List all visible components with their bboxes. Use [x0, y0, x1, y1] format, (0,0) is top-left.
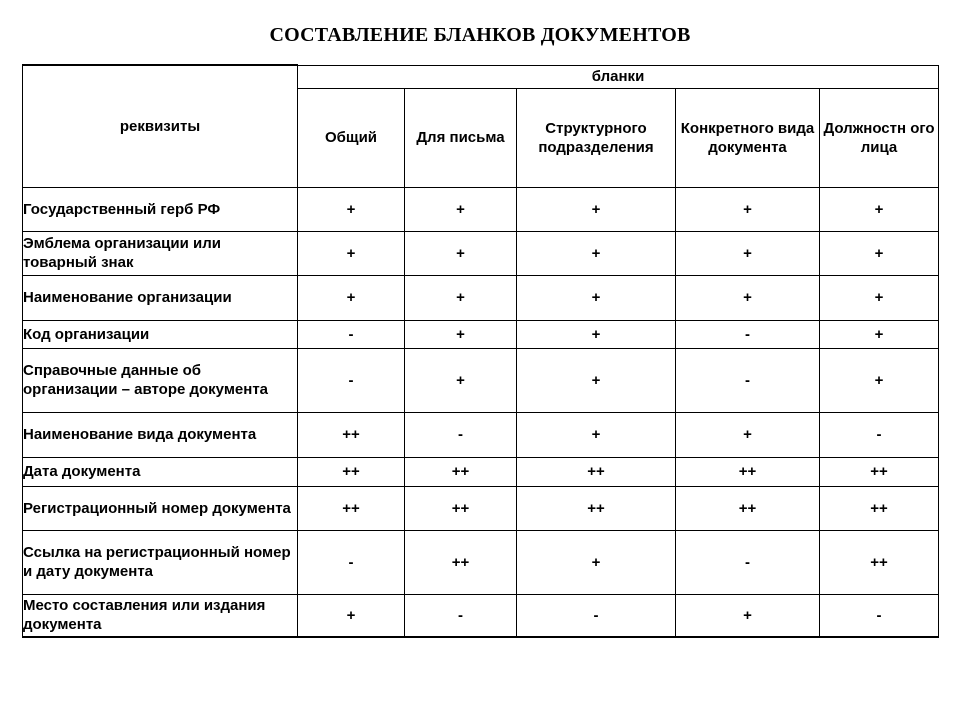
cell-value: +	[820, 348, 939, 412]
cell-value: -	[517, 594, 676, 637]
cell-value: ++	[298, 412, 405, 457]
cell-value: -	[298, 320, 405, 348]
cell-value: -	[820, 594, 939, 637]
cell-value: -	[676, 320, 820, 348]
table-row	[23, 275, 939, 320]
cell-value: +	[820, 231, 939, 275]
cell-value: +	[405, 348, 517, 412]
row-label: Ссылка на регистрационный номер и дату документа	[23, 530, 298, 594]
column-header-general: Общий	[298, 88, 405, 187]
row-label: Наименование вида документа	[23, 412, 298, 457]
column-group-header-blanks: бланки	[298, 65, 939, 88]
cell-value: ++	[820, 457, 939, 486]
row-label: Государственный герб РФ	[23, 187, 298, 231]
cell-value: +	[820, 187, 939, 231]
row-label: Эмблема организации или товарный знак	[23, 231, 298, 275]
table-row	[23, 530, 939, 594]
cell-value: +	[405, 231, 517, 275]
column-header-for-letter: Для письма	[405, 88, 517, 187]
table-row	[23, 187, 939, 231]
cell-value: +	[405, 187, 517, 231]
cell-value: +	[676, 412, 820, 457]
cell-value: ++	[298, 457, 405, 486]
table-row	[23, 412, 939, 457]
row-label: Регистрационный номер документа	[23, 486, 298, 530]
cell-value: ++	[405, 530, 517, 594]
cell-value: +	[517, 231, 676, 275]
cell-value: -	[405, 412, 517, 457]
cell-value: -	[676, 348, 820, 412]
cell-value: +	[820, 320, 939, 348]
table-row	[23, 594, 939, 637]
row-label: Место составления или издания документа	[23, 594, 298, 637]
cell-value: -	[298, 348, 405, 412]
cell-value: +	[298, 594, 405, 637]
cell-value: +	[517, 275, 676, 320]
cell-value: +	[676, 275, 820, 320]
cell-value: ++	[676, 486, 820, 530]
cell-value: -	[820, 412, 939, 457]
cell-value: +	[405, 320, 517, 348]
table-row	[23, 320, 939, 348]
table-row	[23, 231, 939, 275]
column-header-official: Должностн ого лица	[820, 88, 939, 187]
cell-value: ++	[405, 457, 517, 486]
page-title: СОСТАВЛЕНИЕ БЛАНКОВ ДОКУМЕНТОВ	[269, 24, 691, 46]
cell-value: ++	[517, 457, 676, 486]
requisites-table	[22, 64, 939, 638]
row-label: Справочные данные об организации – авторе документа	[23, 348, 298, 412]
cell-value: ++	[676, 457, 820, 486]
cell-value: +	[517, 187, 676, 231]
row-label: Код организации	[23, 320, 298, 348]
cell-value: ++	[820, 486, 939, 530]
cell-value: +	[405, 275, 517, 320]
cell-value: ++	[820, 530, 939, 594]
cell-value: +	[517, 412, 676, 457]
cell-value: -	[676, 530, 820, 594]
column-header-document-type: Конкретного вида документа	[676, 88, 820, 187]
cell-value: +	[298, 231, 405, 275]
cell-value: +	[676, 594, 820, 637]
cell-value: ++	[298, 486, 405, 530]
table-row	[23, 457, 939, 486]
cell-value: +	[676, 187, 820, 231]
cell-value: ++	[405, 486, 517, 530]
cell-value: +	[517, 320, 676, 348]
cell-value: +	[676, 231, 820, 275]
cell-value: ++	[517, 486, 676, 530]
cell-value: -	[405, 594, 517, 637]
table-row	[23, 486, 939, 530]
cell-value: +	[820, 275, 939, 320]
cell-value: +	[298, 187, 405, 231]
row-label: Дата документа	[23, 457, 298, 486]
cell-value: +	[517, 530, 676, 594]
row-header-requisites: реквизиты	[23, 65, 298, 187]
cell-value: +	[298, 275, 405, 320]
cell-value: -	[298, 530, 405, 594]
row-label: Наименование организации	[23, 275, 298, 320]
table-row	[23, 348, 939, 412]
cell-value: +	[517, 348, 676, 412]
column-header-structural-unit: Структурного подразделения	[517, 88, 676, 187]
